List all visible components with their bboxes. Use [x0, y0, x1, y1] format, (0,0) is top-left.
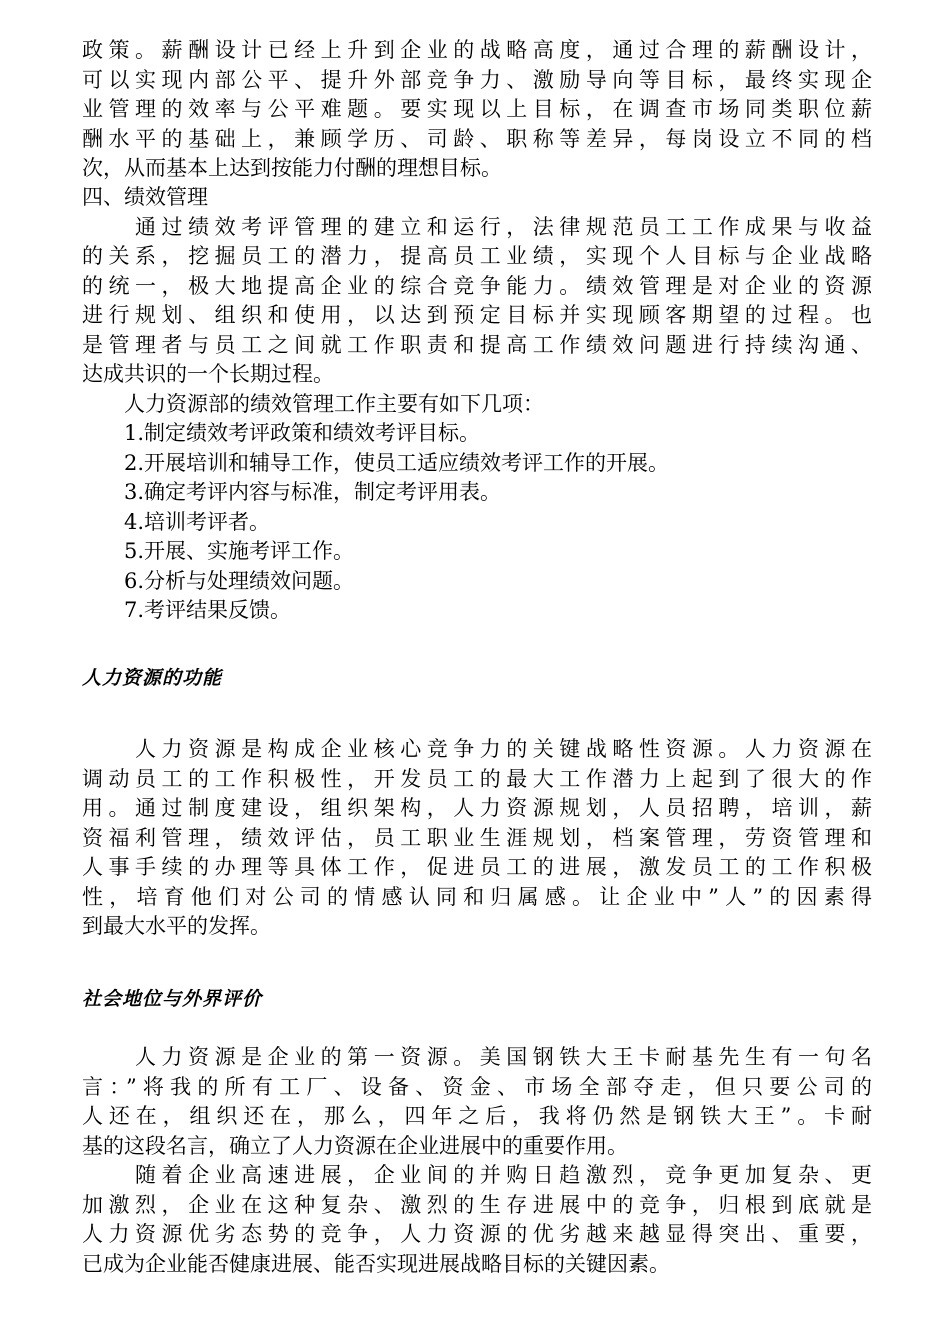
heading-hr-functions: 人力资源的功能: [82, 667, 223, 689]
list-item: 6.分析与处理绩效问题。: [82, 568, 355, 593]
text-line: 是管理者与员工之间就工作职责和提高工作绩效问题进行持续沟通、: [82, 332, 872, 357]
text-line: 通过绩效考评管理的建立和运行，法律规范员工工作成果与收益: [82, 214, 872, 239]
text-line: 的统一，极大地提高企业的综合竞争能力。绩效管理是对企业的资源: [82, 273, 872, 298]
functions-paragraph: [82, 735, 872, 942]
text-line: 言：”将我的所有工厂、设备、资金、市场全部夺走，但只要公司的: [82, 1074, 872, 1099]
text-line: 政策。薪酬设计已经上升到企业的战略高度，通过合理的薪酬设计，: [82, 38, 872, 62]
text-line: 人力资源是企业的第一资源。美国钢铁大王卡耐基先生有一句名: [82, 1045, 872, 1069]
list-item: 5.开展、实施考评工作。: [82, 539, 355, 563]
intro-paragraph: [82, 36, 872, 184]
list-intro: 人力资源部的绩效管理工作主要有如下几项：: [82, 391, 544, 416]
text-line: 加激烈，企业在这种复杂、激烈的生存进展中的竞争，归根到底就是: [82, 1192, 872, 1217]
section-performance-management: [82, 183, 872, 626]
text-line: 性，培育他们对公司的情感认同和归属感。让企业中”人”的因素得: [82, 884, 872, 909]
list-item: 7.考评结果反馈。: [82, 598, 292, 622]
text-line: 次，从而基本上达到按能力付酬的理想目标。: [82, 156, 502, 180]
text-line: 已成为企业能否健康进展、能否实现进展战略目标的关键因素。: [82, 1251, 670, 1276]
status-paragraphs: [82, 1043, 872, 1279]
text-line: 到最大水平的发挥。: [82, 914, 271, 938]
text-line: 随着企业高速进展，企业间的并购日趋激烈，竞争更加复杂、更: [82, 1163, 872, 1187]
text-line: 酬水平的基础上，兼顾学历、司龄、职称等差异，每岗设立不同的档: [82, 126, 872, 151]
text-line: 用。通过制度建设，组织架构，人力资源规划，人员招聘，培训，薪: [82, 796, 872, 820]
text-line: 可以实现内部公平、提升外部竞争力、激励导向等目标，最终实现企: [82, 67, 872, 92]
list-item: 3.确定考评内容与标准，制定考评用表。: [82, 480, 502, 504]
text-line: 的关系，挖掘员工的潜力，提高员工业绩，实现个人目标与企业战略: [82, 244, 872, 268]
heading-social-status: 社会地位与外界评价: [82, 988, 263, 1010]
text-line: 业管理的效率与公平难题。要实现以上目标，在调查市场同类职位薪: [82, 97, 872, 121]
text-line: 基的这段名言，确立了人力资源在企业进展中的重要作用。: [82, 1133, 628, 1158]
text-line: 人还在，组织还在，那么，四年之后，我将仍然是钢铁大王”。卡耐: [82, 1104, 872, 1128]
list-item: 2.开展培训和辅导工作，使员工适应绩效考评工作的开展。: [82, 450, 670, 475]
section-title: 四、绩效管理: [82, 185, 208, 209]
list-item: 4.培训考评者。: [82, 509, 271, 534]
text-line: 资福利管理，绩效评估，员工职业生涯规划，档案管理，劳资管理和: [82, 825, 872, 850]
text-line: 人事手续的办理等具体工作，促进员工的进展，激发员工的工作积极: [82, 855, 872, 879]
text-line: 人力资源优劣态势的竞争，人力资源的优劣越来越显得突出、重要，: [82, 1222, 872, 1246]
text-line: 进行规划、组织和使用，以达到预定目标并实现顾客期望的过程。也: [82, 303, 872, 327]
text-line: 调动员工的工作积极性，开发员工的最大工作潜力上起到了很大的作: [82, 766, 872, 791]
text-line: 人力资源是构成企业核心竞争力的关键战略性资源。人力资源在: [82, 737, 872, 761]
text-line: 达成共识的一个长期过程。: [82, 362, 334, 386]
list-item: 1.制定绩效考评政策和绩效考评目标。: [82, 421, 481, 445]
